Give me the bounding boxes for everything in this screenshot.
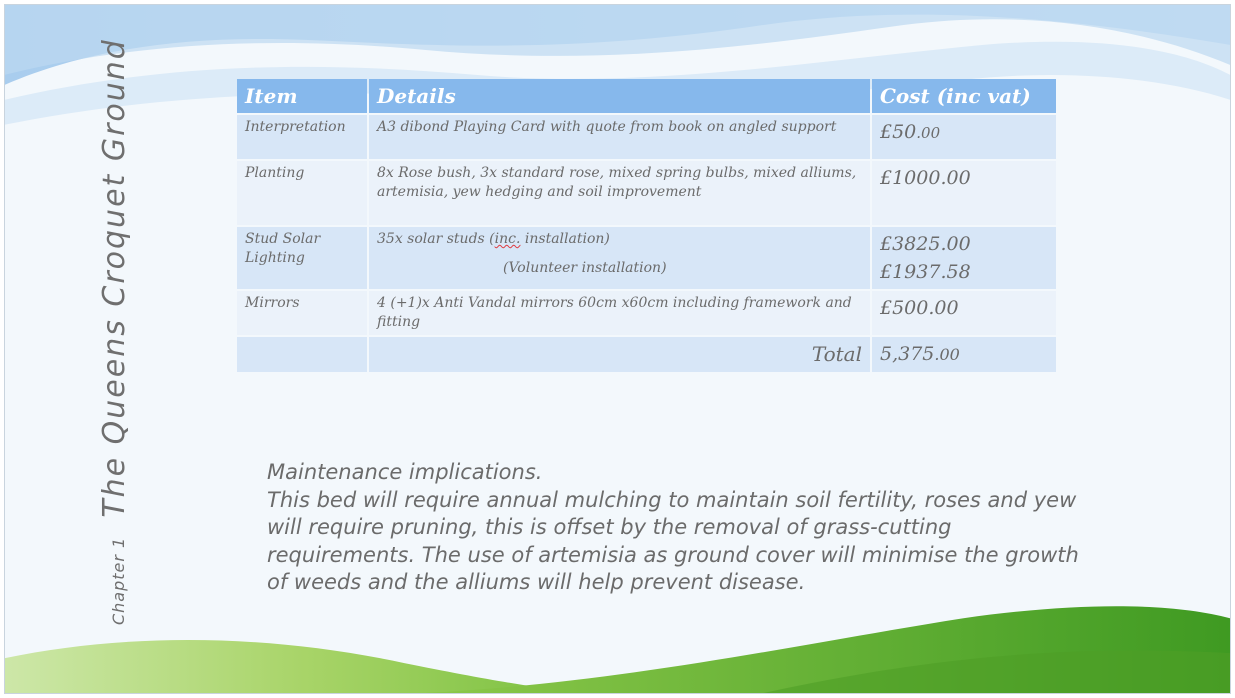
cost-main: £50 [880,121,917,143]
total-main: 5,375 [880,343,935,365]
header-details: Details [369,79,870,113]
chapter-label: Chapter 1 [109,536,128,625]
table-row [237,227,1056,289]
details-cell: A3 dibond Playing Card with quote from book on angled support [369,115,870,159]
total-label: Total [369,337,870,372]
cost-cell [872,115,1056,159]
maintenance-body: This bed will require annual mulching to maintain soil fertility, roses and yew will require pruning, this is offset by the removal of grass-cutting requirements. The use of artemisia as ground cover will minimise the growth of weeds and the alliums will help prevent disease. [267,487,1079,594]
cost-cell [872,227,1056,289]
cost-value: £1937.58 [880,261,971,283]
details-cell: 4 (+1)x Anti Vandal mirrors 60cm x60cm including framework and fitting [369,291,870,335]
maintenance-heading: Maintenance implications. [267,460,543,484]
slide-title: The Queens Croquet Ground [97,38,132,518]
table-row [237,161,1056,225]
total-row [237,337,1056,372]
table-row [237,291,1056,335]
details-cell: 8x Rose bush, 3x standard rose, mixed spring bulbs, mixed alliums, artemisia, yew hedging and soil improvement [369,161,870,225]
details-text: installation) [520,231,610,247]
slide [4,4,1231,694]
empty-cell [237,337,367,372]
details-text: 35x solar studs ( [377,231,495,247]
item-cell: Mirrors [237,291,367,335]
total-value [872,337,1056,372]
item-cell: Interpretation [237,115,367,159]
spellcheck-word: inc. [494,231,521,247]
vertical-title [97,38,132,625]
header-item: Item [237,79,367,113]
item-cell: Planting [237,161,367,225]
cost-value: £3825.00 [880,233,971,255]
cost-cell: £1000.00 [872,161,1056,225]
cost-cents: .00 [916,124,941,142]
details-cell [369,227,870,289]
cost-table [235,77,1058,374]
cost-cell: £500.00 [872,291,1056,335]
volunteer-note: (Volunteer installation) [503,260,667,276]
table-row [237,115,1056,159]
header-cost: Cost (inc vat) [872,79,1056,113]
table-header-row [237,79,1056,113]
item-cell: Stud Solar Lighting [237,227,367,289]
total-cents: .00 [934,345,960,364]
maintenance-text [267,459,1087,597]
